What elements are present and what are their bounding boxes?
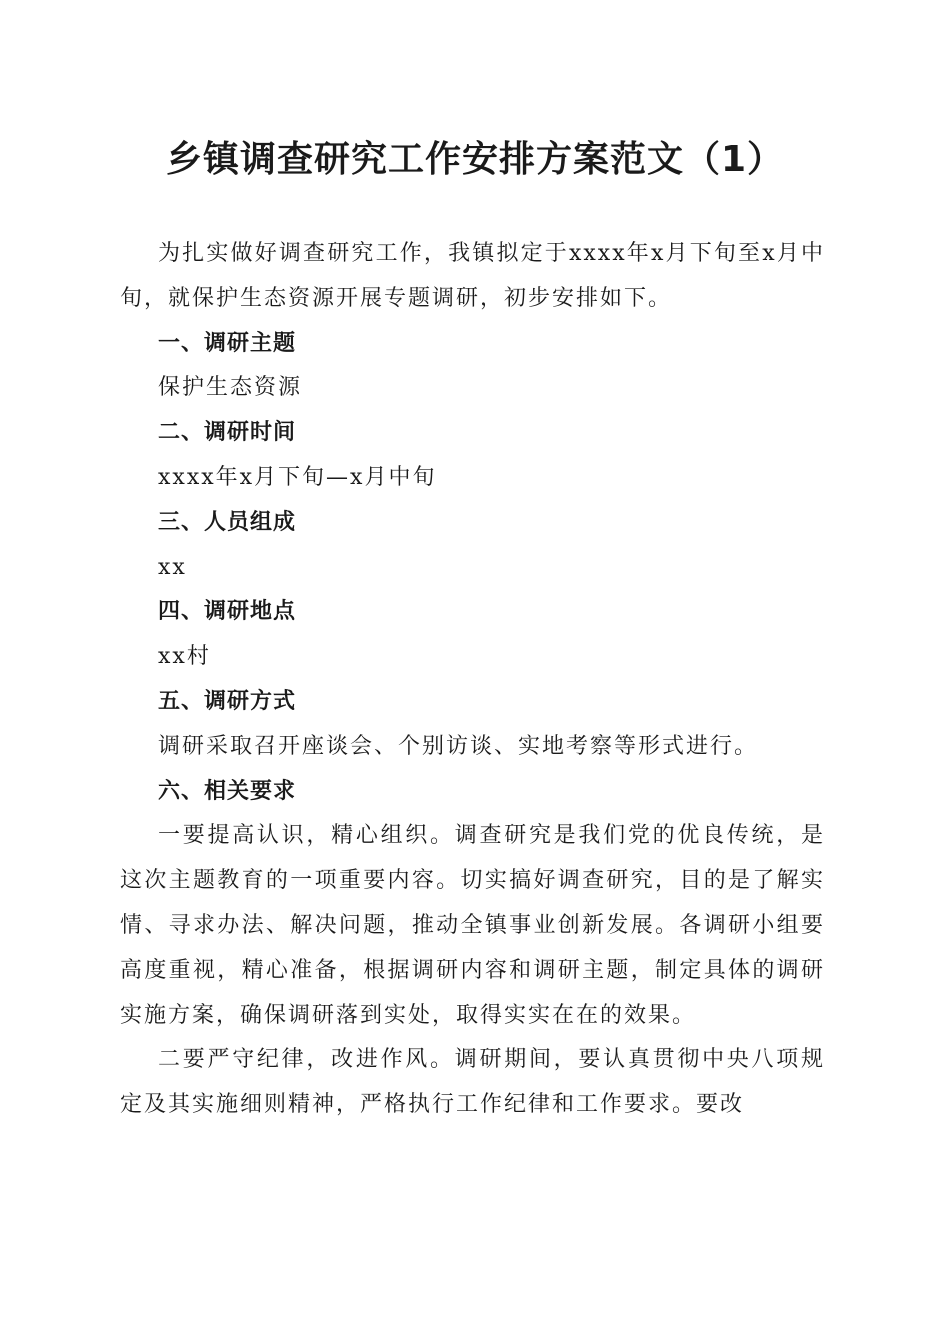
document-title: 乡镇调查研究工作安排方案范文（1） (165, 139, 785, 180)
section-heading-topic: 一、调研主题 (158, 330, 297, 356)
section-heading-time: 二、调研时间 (158, 420, 297, 446)
section-text-topic: 保护生态资源 (158, 375, 303, 401)
section-heading-requirements: 六、相关要求 (158, 778, 297, 804)
section-text-personnel: xx (158, 554, 187, 580)
section-heading-personnel: 三、人员组成 (158, 509, 297, 535)
requirement-paragraph-1: 一要提高认识，精心组织。调查研究是我们党的优良传统，是这次主题教育的一项重要内容。切实搞好调查研究，目的是了解实情、寻求办法、解决问题，推动全镇事业创新发展。各调研小组要高度重视，精心准备，根据调研内容和调研主题，制定具体的调研实施方案，确保调研落到实处，取得实实在在的效果。 (120, 823, 825, 1028)
section-heading-location: 四、调研地点 (158, 599, 297, 625)
section-text-location: xx村 (158, 644, 211, 670)
section-text-method: 调研采取召开座谈会、个别访谈、实地考察等形式进行。 (158, 733, 759, 759)
document-body (120, 232, 825, 1128)
section-heading-method: 五、调研方式 (158, 688, 297, 714)
section-text-time: xxxx年x月下旬—x月中旬 (158, 464, 437, 490)
intro-paragraph: 为扎实做好调查研究工作，我镇拟定于xxxx年x月下旬至x月中旬，就保护生态资源开展专题调研，初步安排如下。 (120, 241, 825, 311)
requirement-paragraph-2: 二要严守纪律，改进作风。调研期间，要认真贯彻中央八项规定及其实施细则精神，严格执行工作纪律和工作要求。要改 (120, 1047, 825, 1118)
